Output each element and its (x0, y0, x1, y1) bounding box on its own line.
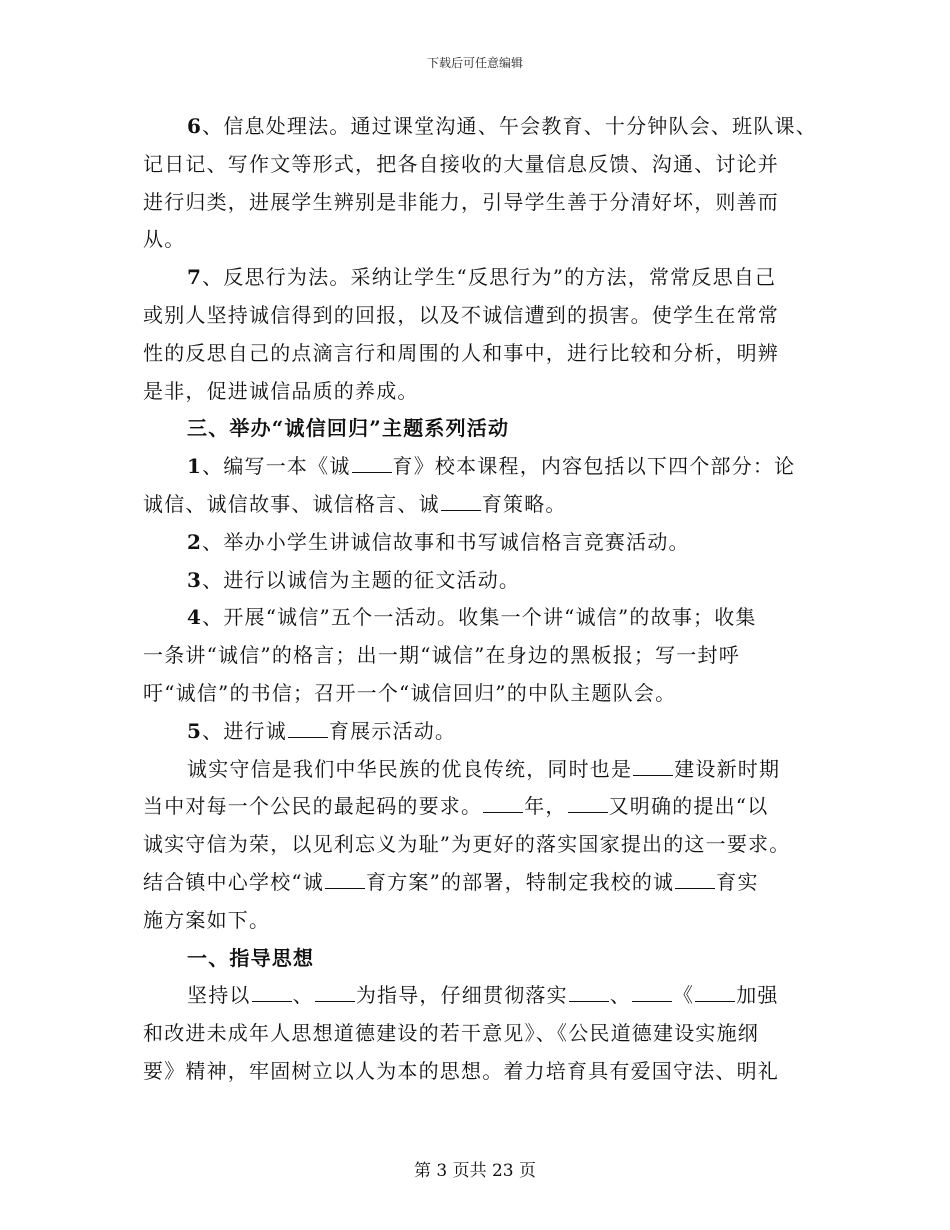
text-segment: 诚实守信是我们中华民族的优良传统，同时也是 (187, 756, 633, 781)
text-segment: 、编写一本《诚 (202, 454, 351, 479)
text-line (143, 788, 823, 826)
text-segment: 育展示活动。 (328, 718, 457, 743)
text-line (143, 864, 823, 902)
text-segment: 育》校本课程，内容包括以下四个部分：论 (392, 454, 796, 479)
fill-in-blank (633, 755, 673, 776)
text-segment: 、举办小学生讲诚信故事和书写诚信格言竞赛活动。 (202, 529, 690, 554)
text-segment: 和改进未成年人思想道德建设的若干意见》、《公民道德建设实施纲 (143, 1021, 759, 1046)
text-segment: 结合镇中心学校“诚 (143, 869, 325, 894)
text-line (143, 675, 823, 713)
text-segment: 加强 (736, 983, 779, 1008)
text-line (143, 713, 823, 751)
item-number: 5 (187, 718, 203, 743)
text-segment: 要》精神，牢固树立以人为本的思想。着力培育具有爱国守法、明礼 (143, 1058, 779, 1083)
text-line (143, 751, 823, 789)
text-segment: 、反思行为法。采纳让学生“反思行为”的方法，常常反思自己 (202, 265, 777, 290)
item-number: 6 (187, 114, 203, 138)
text-segment: 施方案如下。 (143, 907, 271, 932)
document-body (143, 108, 823, 1091)
text-line (143, 524, 823, 562)
text-segment: 《 (673, 983, 695, 1008)
text-line (143, 902, 823, 940)
text-segment: 、开展“诚信”五个一活动。收集一个讲“诚信”的故事；收集 (202, 605, 757, 630)
fill-in-blank (632, 981, 672, 1002)
text-line (143, 146, 823, 184)
page-footer: 第 3 页共 23 页 (413, 1161, 537, 1181)
text-segment: 坚持以 (187, 983, 251, 1008)
item-number: 7 (187, 265, 203, 290)
text-line (143, 259, 823, 297)
text-line (143, 1015, 823, 1053)
fill-in-blank (695, 981, 735, 1002)
text-segment: 或别人坚持诚信得到的回报，以及不诚信遭到的损害。使学生在常常 (143, 302, 779, 327)
fill-in-blank (352, 452, 392, 473)
text-segment: 吁“诚信”的书信；召开一个“诚信回归”的中队主题队会。 (143, 680, 677, 705)
text-line (143, 599, 823, 637)
text-line (143, 297, 823, 335)
text-segment: 、进行以诚信为主题的征文活动。 (202, 567, 521, 592)
text-segment: 当中对每一个公民的最起码的要求。 (143, 794, 483, 819)
text-segment: 记日记、写作文等形式，把各自接收的大量信息反馈、沟通、讨论并 (143, 151, 779, 176)
text-line (143, 335, 823, 373)
text-segment: 性的反思自己的点滴言行和周围的人和事中，进行比较和分析，明辨 (143, 340, 779, 365)
text-line (143, 977, 823, 1015)
item-number: 4 (187, 605, 203, 630)
text-segment: 是非，促进诚信品质的养成。 (143, 378, 419, 403)
text-segment: 育实 (716, 869, 759, 894)
fill-in-blank (325, 868, 365, 889)
text-segment: 育策略。 (481, 491, 567, 516)
fill-in-blank (568, 792, 608, 813)
text-line (143, 184, 823, 222)
text-segment: 为指导，仔细贯彻落实 (355, 983, 568, 1008)
fill-in-blank (483, 792, 523, 813)
text-line (143, 448, 823, 486)
fill-in-blank (288, 717, 328, 738)
text-segment: 诚实守信为荣，以见利忘义为耻”为更好的落实国家提出的这一要求。 (143, 832, 791, 857)
text-segment: 一、指导思想 (187, 945, 315, 970)
text-line (143, 826, 823, 864)
section-heading (143, 940, 823, 978)
text-segment: 诚信、诚信故事、诚信格言、诚 (143, 491, 440, 516)
text-segment: 、 (292, 983, 314, 1008)
text-segment: 建设新时期 (674, 756, 781, 781)
text-segment: 从。 (143, 227, 186, 252)
item-number: 1 (187, 454, 203, 479)
text-segment: 、信息处理法。通过课堂沟通、午会教育、十分钟队会、班队课、 (202, 114, 817, 138)
text-segment: 又明确的提出“以 (608, 794, 769, 819)
text-segment: 一条讲“诚信”的格言；出一期“诚信”在身边的黑板报；写一封呼 (143, 643, 740, 668)
item-number: 3 (187, 567, 203, 592)
text-segment: 、 (609, 983, 632, 1008)
text-line (143, 637, 823, 675)
text-segment: 育方案”的部署，特制定我校的诚 (366, 869, 675, 894)
page-header: 下载后可任意编辑 (426, 56, 523, 70)
fill-in-blank (569, 981, 609, 1002)
fill-in-blank (675, 868, 715, 889)
text-segment: 进行归类，进展学生辨别是非能力，引导学生善于分清好坏，则善而 (143, 189, 779, 214)
section-heading (143, 410, 823, 448)
fill-in-blank (441, 490, 481, 511)
text-line (143, 373, 823, 411)
text-line (143, 1053, 823, 1091)
text-line (143, 562, 823, 600)
text-segment: 、进行诚 (202, 718, 287, 743)
text-line (143, 108, 823, 146)
text-segment: 年， (524, 794, 567, 819)
fill-in-blank (315, 981, 355, 1002)
text-line (143, 221, 823, 259)
text-segment: 三、举办“诚信回归”主题系列活动 (187, 416, 510, 441)
text-line (143, 486, 823, 524)
fill-in-blank (252, 981, 292, 1002)
item-number: 2 (187, 529, 203, 554)
